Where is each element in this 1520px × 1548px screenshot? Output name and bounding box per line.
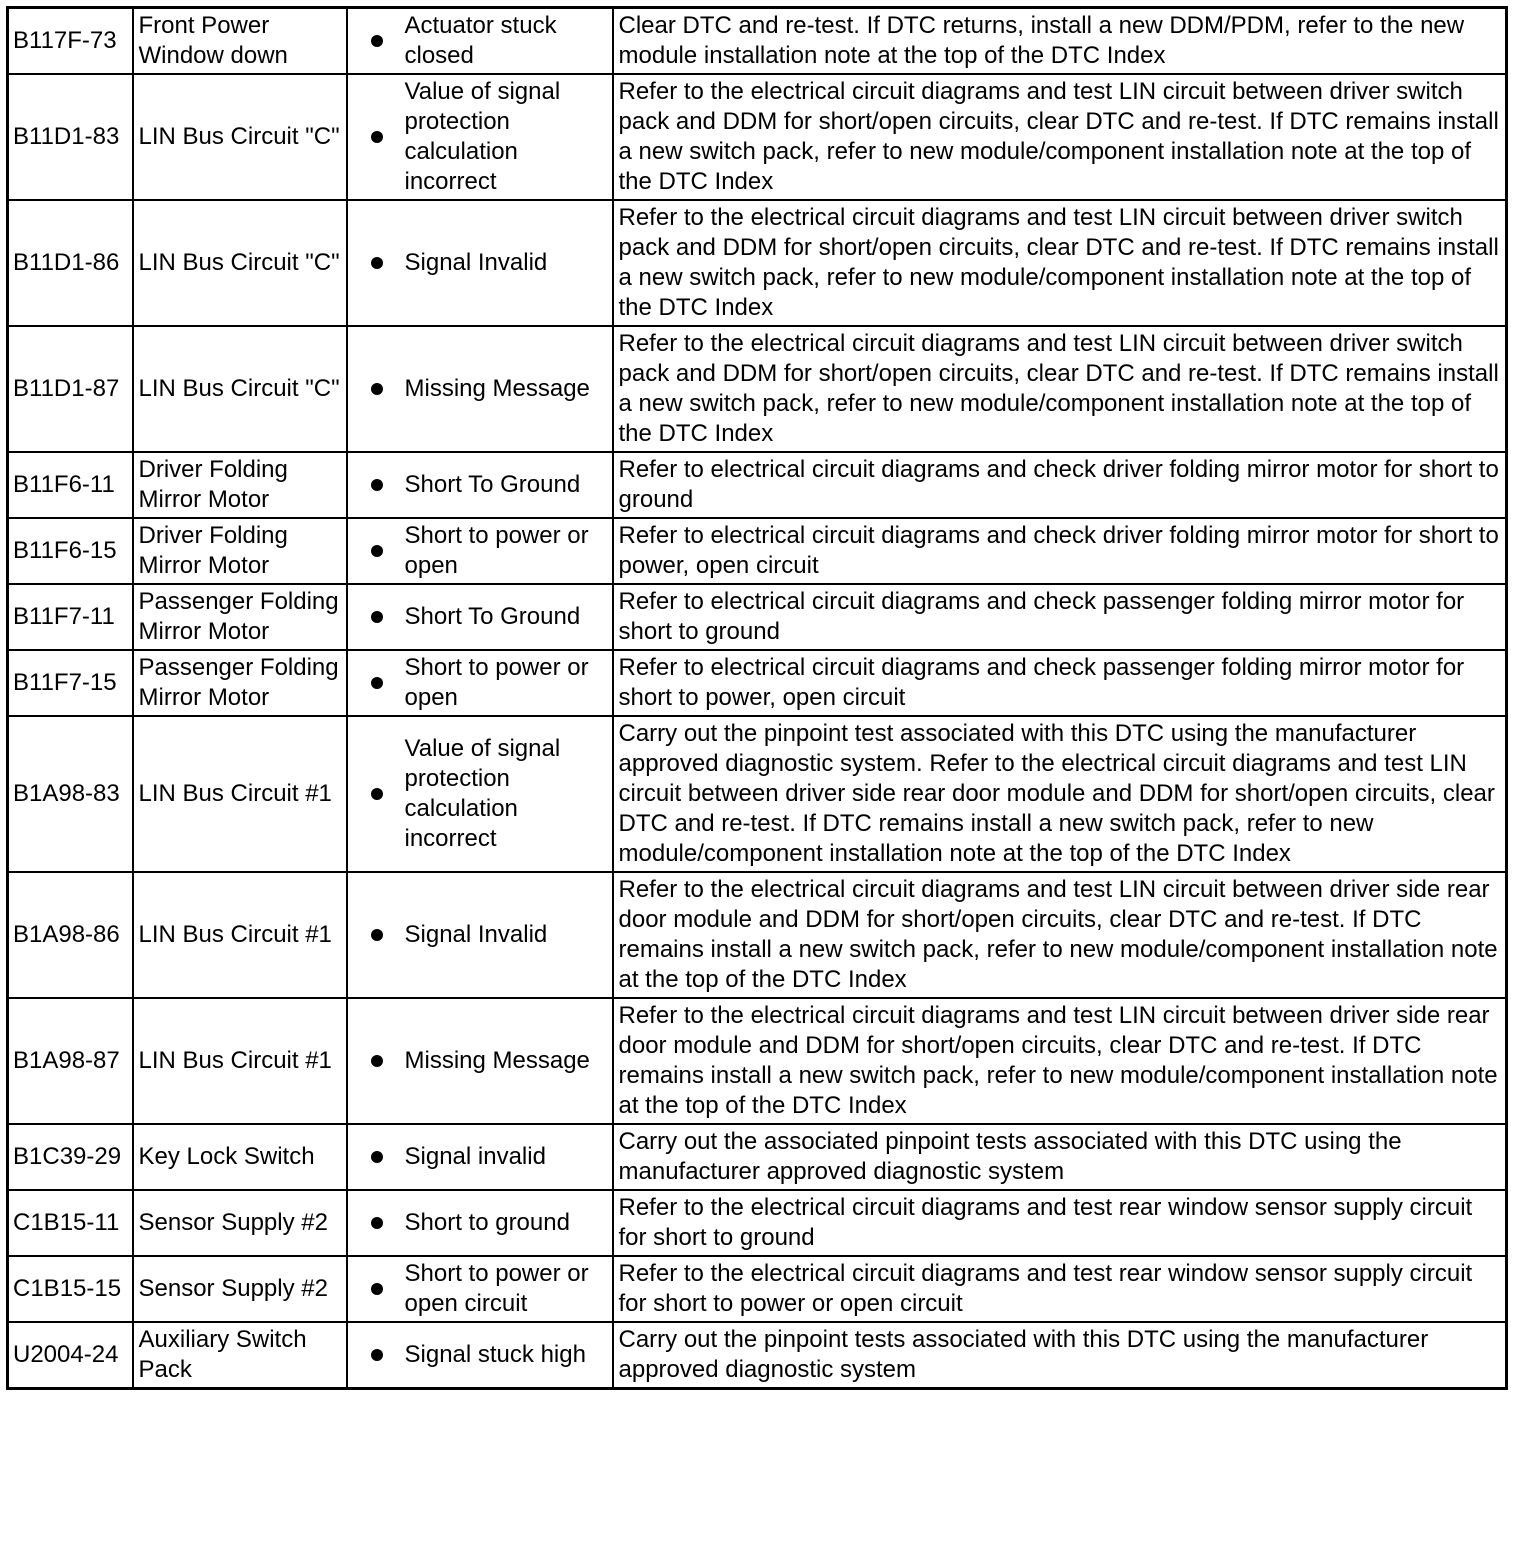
dtc-description: Driver Folding Mirror Motor — [133, 518, 347, 584]
bullet-icon — [371, 1217, 383, 1229]
dtc-action: Refer to the electrical circuit diagrams and test rear window sensor supply circuit for short to power or open circuit — [613, 1256, 1507, 1322]
dtc-table — [6, 6, 1508, 1390]
dtc-description: Front Power Window down — [133, 8, 347, 75]
dtc-action: Refer to electrical circuit diagrams and check driver folding mirror motor for short to power, open circuit — [613, 518, 1507, 584]
dtc-action: Refer to the electrical circuit diagrams and test LIN circuit between driver side rear door module and DDM for short/open circuits, clear DTC and re-test. If DTC remains install a new switch pack, refer to new module/component installation note at the top of the DTC Index — [613, 872, 1507, 998]
bullet-list-item — [366, 77, 608, 197]
dtc-code: B11D1-83 — [8, 74, 133, 200]
dtc-failure-type — [347, 584, 613, 650]
bullet-icon — [371, 383, 383, 395]
bullet-icon — [371, 131, 383, 143]
bullet-icon — [371, 677, 383, 689]
dtc-description: Driver Folding Mirror Motor — [133, 452, 347, 518]
dtc-description: Sensor Supply #2 — [133, 1256, 347, 1322]
bullet-icon — [371, 1349, 383, 1361]
bullet-icon — [371, 1283, 383, 1295]
table-row — [8, 716, 1507, 872]
dtc-description: LIN Bus Circuit "C" — [133, 200, 347, 326]
dtc-failure-type — [347, 650, 613, 716]
table-row — [8, 1322, 1507, 1389]
bullet-list-item — [366, 11, 608, 71]
dtc-code: B11F7-11 — [8, 584, 133, 650]
dtc-action: Carry out the pinpoint tests associated with this DTC using the manufacturer approved diagnostic system — [613, 1322, 1507, 1389]
dtc-description: LIN Bus Circuit #1 — [133, 872, 347, 998]
dtc-failure-type — [347, 200, 613, 326]
bullet-list-item — [366, 374, 608, 404]
dtc-code: C1B15-11 — [8, 1190, 133, 1256]
failure-type-text: Value of signal protection calculation incorrect — [404, 78, 561, 195]
dtc-action: Refer to the electrical circuit diagrams and test LIN circuit between driver switch pack and DDM for short/open circuits, clear DTC and re-test. If DTC remains install a new switch pack, refer to new module/component installation note at the top of the DTC Index — [613, 326, 1507, 452]
failure-type-text: Missing Message — [404, 1047, 590, 1074]
dtc-failure-type — [347, 452, 613, 518]
failure-type-text: Short To Ground — [404, 603, 581, 630]
dtc-failure-type — [347, 872, 613, 998]
bullet-list-item — [366, 1208, 608, 1238]
dtc-code: U2004-24 — [8, 1322, 133, 1389]
bullet-list-item — [366, 1340, 608, 1370]
failure-type-text: Short to power or open — [404, 522, 589, 579]
dtc-code: B1A98-83 — [8, 716, 133, 872]
dtc-description: Passenger Folding Mirror Motor — [133, 650, 347, 716]
bullet-list-item — [366, 521, 608, 581]
bullet-icon — [371, 929, 383, 941]
dtc-failure-type — [347, 518, 613, 584]
dtc-failure-type — [347, 74, 613, 200]
failure-type-text: Missing Message — [404, 375, 590, 402]
dtc-failure-type — [347, 326, 613, 452]
failure-type-text: Signal Invalid — [404, 249, 548, 276]
dtc-description: Passenger Folding Mirror Motor — [133, 584, 347, 650]
dtc-code: B11F7-15 — [8, 650, 133, 716]
failure-type-text: Short to power or open — [404, 654, 589, 711]
dtc-description: Key Lock Switch — [133, 1124, 347, 1190]
dtc-failure-type — [347, 716, 613, 872]
dtc-description: LIN Bus Circuit "C" — [133, 74, 347, 200]
table-row — [8, 1190, 1507, 1256]
table-row — [8, 1124, 1507, 1190]
dtc-description: LIN Bus Circuit #1 — [133, 716, 347, 872]
failure-type-text: Actuator stuck closed — [404, 12, 557, 69]
failure-type-text: Signal stuck high — [404, 1341, 586, 1368]
bullet-list-item — [366, 734, 608, 854]
bullet-icon — [371, 611, 383, 623]
dtc-action: Refer to electrical circuit diagrams and check passenger folding mirror motor for short to power, open circuit — [613, 650, 1507, 716]
dtc-code: B1C39-29 — [8, 1124, 133, 1190]
failure-type-text: Signal Invalid — [404, 921, 548, 948]
failure-type-text: Short to ground — [404, 1209, 570, 1236]
bullet-list-item — [366, 1142, 608, 1172]
dtc-failure-type — [347, 1256, 613, 1322]
table-row — [8, 74, 1507, 200]
dtc-failure-type — [347, 1190, 613, 1256]
table-row — [8, 326, 1507, 452]
dtc-failure-type — [347, 1322, 613, 1389]
table-row — [8, 584, 1507, 650]
bullet-list-item — [366, 470, 608, 500]
dtc-action: Refer to electrical circuit diagrams and check driver folding mirror motor for short to ground — [613, 452, 1507, 518]
bullet-list-item — [366, 1259, 608, 1319]
failure-type-text: Short To Ground — [404, 471, 581, 498]
bullet-icon — [371, 1151, 383, 1163]
dtc-code: B11D1-87 — [8, 326, 133, 452]
table-row — [8, 8, 1507, 75]
table-row — [8, 452, 1507, 518]
failure-type-text: Short to power or open circuit — [404, 1260, 589, 1317]
bullet-icon — [371, 479, 383, 491]
bullet-icon — [371, 257, 383, 269]
bullet-list-item — [366, 248, 608, 278]
dtc-code: B11F6-11 — [8, 452, 133, 518]
dtc-failure-type — [347, 8, 613, 75]
dtc-failure-type — [347, 1124, 613, 1190]
dtc-description: LIN Bus Circuit "C" — [133, 326, 347, 452]
dtc-description: Sensor Supply #2 — [133, 1190, 347, 1256]
dtc-action: Refer to the electrical circuit diagrams and test rear window sensor supply circuit for short to ground — [613, 1190, 1507, 1256]
dtc-action: Refer to electrical circuit diagrams and check passenger folding mirror motor for short to ground — [613, 584, 1507, 650]
dtc-description: LIN Bus Circuit #1 — [133, 998, 347, 1124]
bullet-list-item — [366, 602, 608, 632]
bullet-list-item — [366, 920, 608, 950]
dtc-code: B11F6-15 — [8, 518, 133, 584]
bullet-icon — [371, 1055, 383, 1067]
dtc-action: Clear DTC and re-test. If DTC returns, install a new DDM/PDM, refer to the new module installation note at the top of the DTC Index — [613, 8, 1507, 75]
dtc-code: B117F-73 — [8, 8, 133, 75]
table-row — [8, 998, 1507, 1124]
bullet-list-item — [366, 1046, 608, 1076]
dtc-action: Refer to the electrical circuit diagrams and test LIN circuit between driver side rear door module and DDM for short/open circuits, clear DTC and re-test. If DTC remains install a new switch pack, refer to new module/component installation note at the top of the DTC Index — [613, 998, 1507, 1124]
dtc-description: Auxiliary Switch Pack — [133, 1322, 347, 1389]
dtc-action: Carry out the pinpoint test associated with this DTC using the manufacturer approved diagnostic system. Refer to the electrical circuit diagrams and test LIN circuit between driver side rear door module and DDM for short/open circuits, clear DTC and re-test. If DTC remains install a new switch pack, refer to new module/component installation note at the top of the DTC Index — [613, 716, 1507, 872]
bullet-icon — [371, 545, 383, 557]
table-row — [8, 1256, 1507, 1322]
bullet-icon — [371, 35, 383, 47]
dtc-action: Refer to the electrical circuit diagrams and test LIN circuit between driver switch pack and DDM for short/open circuits, clear DTC and re-test. If DTC remains install a new switch pack, refer to new module/component installation note at the top of the DTC Index — [613, 200, 1507, 326]
table-row — [8, 650, 1507, 716]
dtc-code: B1A98-86 — [8, 872, 133, 998]
dtc-action: Refer to the electrical circuit diagrams and test LIN circuit between driver switch pack and DDM for short/open circuits, clear DTC and re-test. If DTC remains install a new switch pack, refer to new module/component installation note at the top of the DTC Index — [613, 74, 1507, 200]
table-row — [8, 518, 1507, 584]
bullet-list-item — [366, 653, 608, 713]
dtc-failure-type — [347, 998, 613, 1124]
dtc-code: C1B15-15 — [8, 1256, 133, 1322]
dtc-action: Carry out the associated pinpoint tests associated with this DTC using the manufacturer approved diagnostic system — [613, 1124, 1507, 1190]
dtc-code: B11D1-86 — [8, 200, 133, 326]
failure-type-text: Signal invalid — [404, 1143, 546, 1170]
dtc-code: B1A98-87 — [8, 998, 133, 1124]
table-row — [8, 872, 1507, 998]
dtc-table-body — [8, 8, 1507, 1389]
table-row — [8, 200, 1507, 326]
bullet-icon — [371, 788, 383, 800]
failure-type-text: Value of signal protection calculation incorrect — [404, 735, 561, 852]
